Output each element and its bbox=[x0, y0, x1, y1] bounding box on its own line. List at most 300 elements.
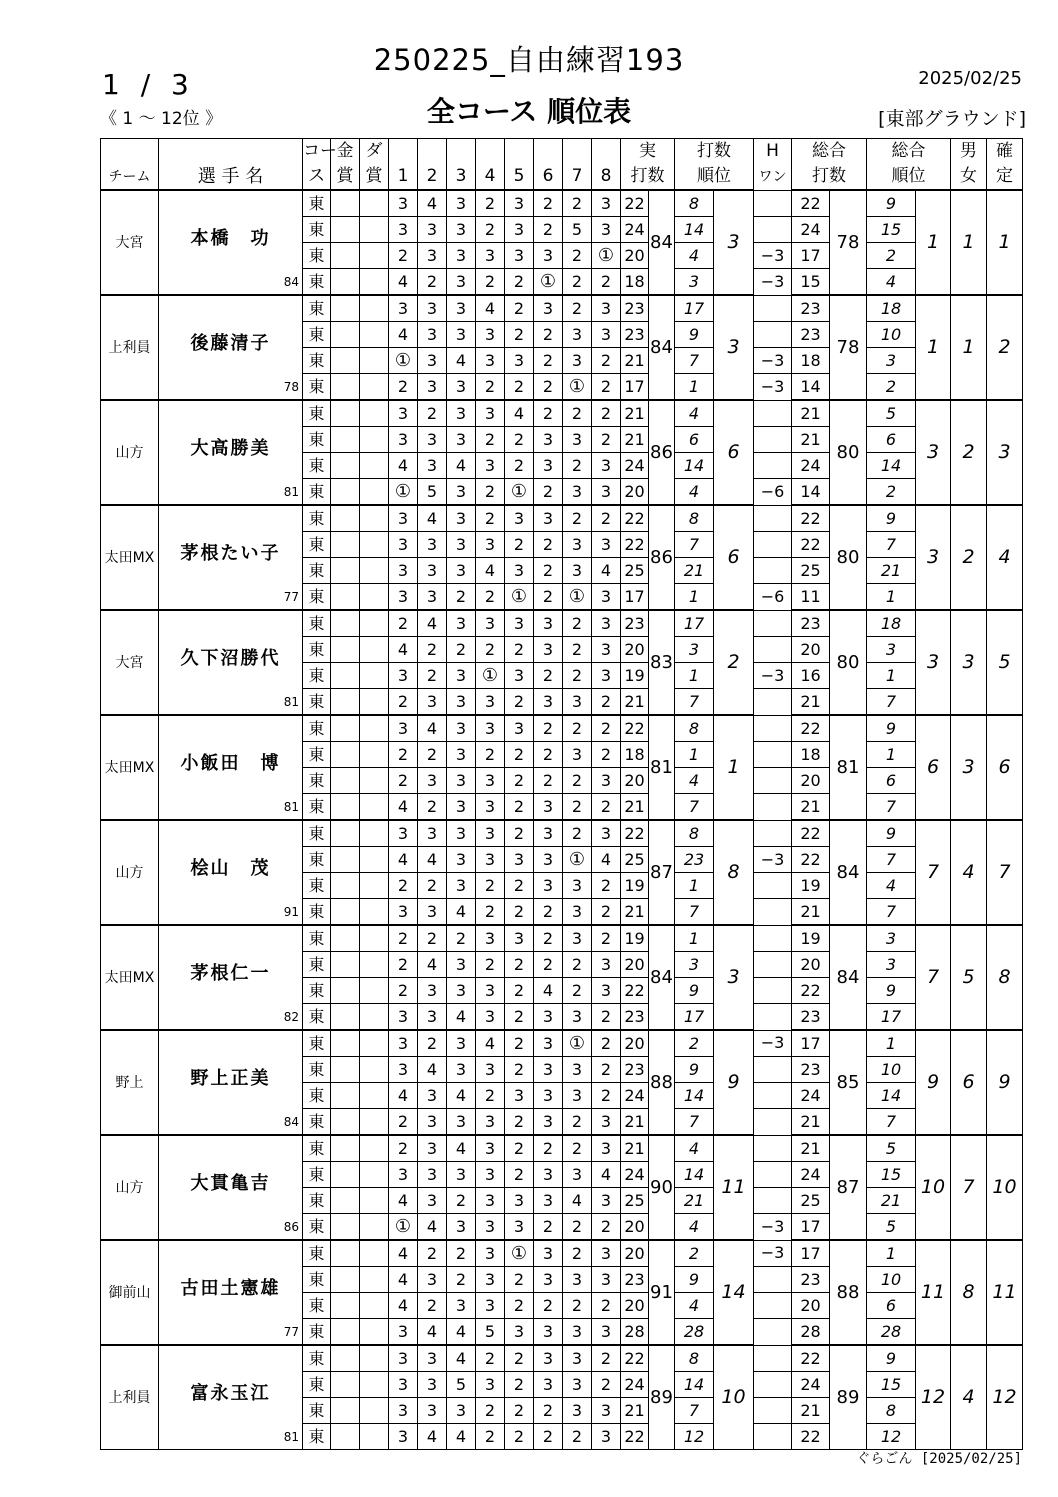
stroke-rank: 3 bbox=[714, 190, 754, 295]
round-total: 25 bbox=[792, 558, 830, 584]
hole-score: 3 bbox=[418, 820, 447, 847]
course-cell: 東 bbox=[303, 663, 331, 689]
hole-score: 2 bbox=[389, 1135, 418, 1162]
hole-score: 2 bbox=[505, 427, 534, 453]
hole-score: 3 bbox=[476, 689, 505, 716]
hole-in-one-bonus: −3 bbox=[754, 374, 792, 401]
hole-score: 3 bbox=[534, 820, 563, 847]
hole-score: 3 bbox=[476, 400, 505, 427]
round-rank: 17 bbox=[675, 295, 714, 322]
course-cell: 東 bbox=[303, 348, 331, 374]
round-score: 21 bbox=[621, 400, 649, 427]
da-prize-cell bbox=[360, 715, 389, 742]
round-total: 17 bbox=[792, 1214, 830, 1241]
da-prize-cell bbox=[360, 1004, 389, 1031]
da-prize-cell bbox=[360, 269, 389, 296]
hole-score: 3 bbox=[476, 1214, 505, 1241]
hole-in-one-bonus bbox=[754, 217, 792, 243]
round-score: 21 bbox=[621, 1135, 649, 1162]
hole-in-one-bonus bbox=[754, 1162, 792, 1188]
round-rank: 17 bbox=[675, 1004, 714, 1031]
gold-prize-cell bbox=[331, 1319, 360, 1346]
hole-score: 3 bbox=[563, 873, 592, 899]
hole-in-one-bonus bbox=[754, 1109, 792, 1136]
hole-score: 2 bbox=[592, 427, 621, 453]
round-total: 21 bbox=[792, 427, 830, 453]
hole-score: 4 bbox=[418, 1214, 447, 1241]
round-score: 20 bbox=[621, 637, 649, 663]
hole-in-one-bonus: −3 bbox=[754, 1214, 792, 1241]
hole-score: ① bbox=[534, 269, 563, 296]
round-total-rank: 8 bbox=[867, 1398, 916, 1424]
gold-prize-cell bbox=[331, 322, 360, 348]
hole-score: 4 bbox=[447, 348, 476, 374]
actual-strokes: 89 bbox=[649, 1345, 675, 1450]
player-age: 84 bbox=[283, 1115, 299, 1129]
player-name bbox=[159, 1135, 303, 1240]
hole-score: ① bbox=[563, 374, 592, 401]
hole-score: ① bbox=[563, 584, 592, 611]
hole-score: 2 bbox=[534, 190, 563, 217]
da-prize-cell bbox=[360, 978, 389, 1004]
overall-rank: 1 bbox=[916, 190, 951, 295]
round-total: 22 bbox=[792, 820, 830, 847]
actual-strokes: 86 bbox=[649, 505, 675, 610]
hole-score: 3 bbox=[389, 899, 418, 926]
round-rank: 4 bbox=[675, 479, 714, 506]
hole-score: 3 bbox=[447, 742, 476, 768]
hole-score: 2 bbox=[534, 663, 563, 689]
team-name: 太田MX bbox=[101, 715, 159, 820]
hole-score: 2 bbox=[505, 742, 534, 768]
hole-score: 3 bbox=[447, 1109, 476, 1136]
player-name-text: 茅根たい子 bbox=[180, 542, 281, 564]
round-rank: 14 bbox=[675, 453, 714, 479]
gold-prize-cell bbox=[331, 269, 360, 296]
hole-score: 3 bbox=[447, 794, 476, 821]
hole-score: ① bbox=[592, 243, 621, 269]
final-rank: 5 bbox=[987, 610, 1023, 715]
course-cell: 東 bbox=[303, 1372, 331, 1398]
gold-prize-cell bbox=[331, 1267, 360, 1293]
gold-prize-cell bbox=[331, 742, 360, 768]
round-total: 22 bbox=[792, 978, 830, 1004]
team-name: 上利員 bbox=[101, 1345, 159, 1450]
round-score: 18 bbox=[621, 269, 649, 296]
hole-score: 2 bbox=[418, 873, 447, 899]
table-row bbox=[101, 505, 1023, 532]
stroke-rank: 1 bbox=[714, 715, 754, 820]
da-prize-cell bbox=[360, 873, 389, 899]
round-total: 23 bbox=[792, 322, 830, 348]
hole-score: 2 bbox=[563, 768, 592, 794]
hole-score: 3 bbox=[505, 1214, 534, 1241]
hole-score: 2 bbox=[476, 479, 505, 506]
hole-score: 3 bbox=[476, 610, 505, 637]
hole-score: 3 bbox=[418, 1372, 447, 1398]
overall-rank: 7 bbox=[916, 925, 951, 1030]
course-cell: 東 bbox=[303, 978, 331, 1004]
hole-score: 2 bbox=[418, 400, 447, 427]
actual-strokes: 84 bbox=[649, 295, 675, 400]
round-total-rank: 3 bbox=[867, 637, 916, 663]
final-rank: 1 bbox=[987, 190, 1023, 295]
hole-score: 4 bbox=[563, 1188, 592, 1214]
round-score: 22 bbox=[621, 190, 649, 217]
round-score: 18 bbox=[621, 742, 649, 768]
hole-score: 2 bbox=[476, 374, 505, 401]
hole-score: 2 bbox=[389, 873, 418, 899]
hole-score: 3 bbox=[505, 558, 534, 584]
round-rank: 1 bbox=[675, 374, 714, 401]
hole-score: 2 bbox=[418, 1293, 447, 1319]
gold-prize-cell bbox=[331, 715, 360, 742]
hole-in-one-bonus bbox=[754, 952, 792, 978]
gold-prize-cell bbox=[331, 1293, 360, 1319]
col-hio-top: H bbox=[754, 139, 792, 165]
round-rank: 9 bbox=[675, 1267, 714, 1293]
da-prize-cell bbox=[360, 610, 389, 637]
player-name bbox=[159, 1030, 303, 1135]
total-strokes: 84 bbox=[830, 925, 867, 1030]
da-prize-cell bbox=[360, 663, 389, 689]
hole-score: 2 bbox=[592, 348, 621, 374]
hole-score: 2 bbox=[505, 952, 534, 978]
hole-score: 3 bbox=[563, 558, 592, 584]
player-age: 82 bbox=[283, 1010, 299, 1024]
hole-score: 2 bbox=[563, 453, 592, 479]
round-rank: 4 bbox=[675, 1293, 714, 1319]
course-cell: 東 bbox=[303, 1293, 331, 1319]
hole-score: 2 bbox=[534, 348, 563, 374]
hole-score: 3 bbox=[563, 1372, 592, 1398]
player-name-text: 野上正美 bbox=[190, 1067, 271, 1089]
hole-score: 2 bbox=[505, 1109, 534, 1136]
hole-score: 2 bbox=[389, 768, 418, 794]
overall-rank: 12 bbox=[916, 1345, 951, 1450]
hole-score: 4 bbox=[534, 978, 563, 1004]
hole-score: 3 bbox=[505, 1319, 534, 1346]
total-strokes: 78 bbox=[830, 190, 867, 295]
total-strokes: 89 bbox=[830, 1345, 867, 1450]
hole-score: 3 bbox=[592, 952, 621, 978]
hole-score: 3 bbox=[476, 243, 505, 269]
hole-in-one-bonus: −3 bbox=[754, 1240, 792, 1267]
final-rank: 10 bbox=[987, 1135, 1023, 1240]
hole-score: 3 bbox=[418, 532, 447, 558]
hole-score: 3 bbox=[447, 689, 476, 716]
player-age: 86 bbox=[283, 1220, 299, 1234]
da-prize-cell bbox=[360, 400, 389, 427]
col-rank-top: 打数 bbox=[675, 139, 754, 165]
hole-score: 3 bbox=[476, 322, 505, 348]
hole-score: 3 bbox=[592, 1240, 621, 1267]
hole-score: 3 bbox=[447, 952, 476, 978]
total-strokes: 87 bbox=[830, 1135, 867, 1240]
round-score: 19 bbox=[621, 873, 649, 899]
round-score: 23 bbox=[621, 322, 649, 348]
da-prize-cell bbox=[360, 1083, 389, 1109]
da-prize-cell bbox=[360, 243, 389, 269]
hole-score: 3 bbox=[534, 1162, 563, 1188]
hole-score: 3 bbox=[476, 1293, 505, 1319]
round-score: 21 bbox=[621, 899, 649, 926]
round-total-rank: 7 bbox=[867, 689, 916, 716]
player-name bbox=[159, 505, 303, 610]
round-rank: 7 bbox=[675, 348, 714, 374]
round-rank: 7 bbox=[675, 1398, 714, 1424]
round-rank: 8 bbox=[675, 1345, 714, 1372]
round-rank: 9 bbox=[675, 978, 714, 1004]
col-hio-bottom: ワン bbox=[754, 164, 792, 190]
hole-in-one-bonus bbox=[754, 899, 792, 926]
hole-score: 2 bbox=[476, 952, 505, 978]
round-total: 28 bbox=[792, 1319, 830, 1346]
hole-score: 2 bbox=[505, 1345, 534, 1372]
course-cell: 東 bbox=[303, 1267, 331, 1293]
hole-score: 2 bbox=[534, 1135, 563, 1162]
round-total: 22 bbox=[792, 1345, 830, 1372]
hole-in-one-bonus bbox=[754, 689, 792, 716]
hole-score: 4 bbox=[389, 453, 418, 479]
round-total-rank: 5 bbox=[867, 1135, 916, 1162]
hole-score: 2 bbox=[534, 768, 563, 794]
hole-score: 3 bbox=[389, 663, 418, 689]
hole-score: 2 bbox=[476, 899, 505, 926]
table-row bbox=[101, 1345, 1023, 1372]
hole-score: 2 bbox=[563, 1240, 592, 1267]
hole-in-one-bonus: −3 bbox=[754, 663, 792, 689]
player-age: 78 bbox=[283, 380, 299, 394]
hole-score: 3 bbox=[418, 1188, 447, 1214]
col-hole-6: 6 bbox=[534, 164, 563, 190]
round-rank: 4 bbox=[675, 400, 714, 427]
hole-in-one-bonus: −3 bbox=[754, 1030, 792, 1057]
round-total-rank: 6 bbox=[867, 768, 916, 794]
round-total-rank: 1 bbox=[867, 1240, 916, 1267]
round-total: 22 bbox=[792, 505, 830, 532]
da-prize-cell bbox=[360, 1424, 389, 1450]
da-prize-cell bbox=[360, 768, 389, 794]
round-score: 22 bbox=[621, 505, 649, 532]
col-gold-bottom: 賞 bbox=[331, 164, 360, 190]
hole-score: 3 bbox=[505, 715, 534, 742]
round-total-rank: 18 bbox=[867, 610, 916, 637]
da-prize-cell bbox=[360, 190, 389, 217]
hole-score: 2 bbox=[534, 322, 563, 348]
course-cell: 東 bbox=[303, 505, 331, 532]
round-score: 19 bbox=[621, 925, 649, 952]
da-prize-cell bbox=[360, 820, 389, 847]
round-rank: 8 bbox=[675, 715, 714, 742]
da-prize-cell bbox=[360, 1162, 389, 1188]
course-cell: 東 bbox=[303, 637, 331, 663]
da-prize-cell bbox=[360, 374, 389, 401]
course-cell: 東 bbox=[303, 1214, 331, 1241]
hole-score: 3 bbox=[534, 1188, 563, 1214]
course-cell: 東 bbox=[303, 453, 331, 479]
hole-score: 2 bbox=[476, 742, 505, 768]
hole-score: 2 bbox=[592, 1372, 621, 1398]
hole-score: 4 bbox=[418, 190, 447, 217]
hole-score: 2 bbox=[389, 1109, 418, 1136]
hole-in-one-bonus: −6 bbox=[754, 584, 792, 611]
da-prize-cell bbox=[360, 1135, 389, 1162]
hole-score: 3 bbox=[418, 1345, 447, 1372]
hole-score: 2 bbox=[563, 243, 592, 269]
da-prize-cell bbox=[360, 348, 389, 374]
hole-score: 3 bbox=[592, 610, 621, 637]
final-rank: 6 bbox=[987, 715, 1023, 820]
round-total-rank: 5 bbox=[867, 400, 916, 427]
hole-score: 2 bbox=[534, 1424, 563, 1450]
player-name bbox=[159, 295, 303, 400]
da-prize-cell bbox=[360, 1240, 389, 1267]
course-cell: 東 bbox=[303, 532, 331, 558]
round-total: 24 bbox=[792, 453, 830, 479]
hole-score: 2 bbox=[476, 190, 505, 217]
round-total: 19 bbox=[792, 925, 830, 952]
hole-score: 2 bbox=[563, 1135, 592, 1162]
gold-prize-cell bbox=[331, 978, 360, 1004]
player-age: 81 bbox=[283, 485, 299, 499]
hole-score: 3 bbox=[534, 1057, 563, 1083]
round-rank: 14 bbox=[675, 1372, 714, 1398]
round-total-rank: 10 bbox=[867, 322, 916, 348]
actual-strokes: 88 bbox=[649, 1030, 675, 1135]
da-prize-cell bbox=[360, 1188, 389, 1214]
hole-score: 3 bbox=[592, 479, 621, 506]
col-hole-5: 5 bbox=[505, 164, 534, 190]
hole-score: 3 bbox=[447, 295, 476, 322]
hole-score: 2 bbox=[592, 715, 621, 742]
hole-in-one-bonus bbox=[754, 453, 792, 479]
hole-score: 3 bbox=[447, 1057, 476, 1083]
col-hole-2: 2 bbox=[418, 164, 447, 190]
hole-score: 3 bbox=[389, 1162, 418, 1188]
hole-in-one-bonus: −3 bbox=[754, 348, 792, 374]
hole-score: 2 bbox=[476, 1345, 505, 1372]
hole-score: 4 bbox=[592, 558, 621, 584]
round-total-rank: 2 bbox=[867, 479, 916, 506]
hole-score: 3 bbox=[592, 322, 621, 348]
hole-in-one-bonus bbox=[754, 1398, 792, 1424]
stroke-rank: 2 bbox=[714, 610, 754, 715]
course-cell: 東 bbox=[303, 847, 331, 873]
hole-score: 3 bbox=[592, 532, 621, 558]
round-total: 20 bbox=[792, 1293, 830, 1319]
course-cell: 東 bbox=[303, 400, 331, 427]
actual-strokes: 86 bbox=[649, 400, 675, 505]
hole-score: 3 bbox=[592, 978, 621, 1004]
hole-score: 3 bbox=[418, 374, 447, 401]
hole-score: 2 bbox=[505, 820, 534, 847]
round-score: 25 bbox=[621, 558, 649, 584]
hole-score: 2 bbox=[592, 873, 621, 899]
hole-score: 2 bbox=[534, 532, 563, 558]
hole-score: 4 bbox=[447, 899, 476, 926]
hole-score: 3 bbox=[476, 1162, 505, 1188]
hole-score: 2 bbox=[476, 1424, 505, 1450]
round-total-rank: 6 bbox=[867, 1293, 916, 1319]
hole-score: 5 bbox=[418, 479, 447, 506]
hole-score: 2 bbox=[418, 742, 447, 768]
round-score: 24 bbox=[621, 1162, 649, 1188]
hole-score: 2 bbox=[534, 374, 563, 401]
round-total-rank: 6 bbox=[867, 427, 916, 453]
round-total-rank: 9 bbox=[867, 190, 916, 217]
hole-in-one-bonus bbox=[754, 873, 792, 899]
hole-score: 4 bbox=[418, 847, 447, 873]
hole-score: 2 bbox=[563, 1424, 592, 1450]
round-rank: 6 bbox=[675, 427, 714, 453]
hole-score: 2 bbox=[389, 689, 418, 716]
overall-rank: 11 bbox=[916, 1240, 951, 1345]
course-cell: 東 bbox=[303, 899, 331, 926]
hole-score: 2 bbox=[505, 295, 534, 322]
hole-score: 3 bbox=[534, 243, 563, 269]
gender-rank: 6 bbox=[951, 1030, 987, 1135]
round-rank: 3 bbox=[675, 637, 714, 663]
round-rank: 2 bbox=[675, 1240, 714, 1267]
hole-score: 3 bbox=[418, 1083, 447, 1109]
round-total: 19 bbox=[792, 873, 830, 899]
round-score: 23 bbox=[621, 1267, 649, 1293]
total-strokes: 88 bbox=[830, 1240, 867, 1345]
col-rank-bottom: 順位 bbox=[675, 164, 754, 190]
hole-score: 3 bbox=[418, 1135, 447, 1162]
player-name bbox=[159, 1345, 303, 1450]
round-rank: 8 bbox=[675, 820, 714, 847]
hole-score: 2 bbox=[447, 1240, 476, 1267]
gold-prize-cell bbox=[331, 610, 360, 637]
hole-score: 2 bbox=[389, 952, 418, 978]
round-score: 23 bbox=[621, 295, 649, 322]
hole-score: 3 bbox=[447, 663, 476, 689]
hole-score: 3 bbox=[592, 820, 621, 847]
hole-score: 3 bbox=[505, 348, 534, 374]
round-rank: 3 bbox=[675, 269, 714, 296]
hole-score: 3 bbox=[534, 873, 563, 899]
hole-score: 2 bbox=[534, 742, 563, 768]
course-cell: 東 bbox=[303, 1030, 331, 1057]
hole-score: 3 bbox=[505, 847, 534, 873]
report-date: 2025/02/25 bbox=[918, 68, 1022, 89]
hole-in-one-bonus bbox=[754, 400, 792, 427]
round-score: 20 bbox=[621, 479, 649, 506]
round-score: 20 bbox=[621, 1030, 649, 1057]
player-age: 91 bbox=[283, 905, 299, 919]
hole-score: 2 bbox=[505, 873, 534, 899]
col-gender-bottom: 女 bbox=[951, 164, 987, 190]
stroke-rank: 10 bbox=[714, 1345, 754, 1450]
hole-score: 2 bbox=[592, 1293, 621, 1319]
gold-prize-cell bbox=[331, 427, 360, 453]
rank-range: 《 1 〜 12位 》 bbox=[100, 109, 223, 129]
player-name-text: 大高勝美 bbox=[190, 437, 271, 459]
round-score: 23 bbox=[621, 610, 649, 637]
final-rank: 4 bbox=[987, 505, 1023, 610]
hole-score: 2 bbox=[418, 925, 447, 952]
hole-score: 2 bbox=[592, 1345, 621, 1372]
round-total: 25 bbox=[792, 1188, 830, 1214]
ranking-body bbox=[101, 190, 1023, 1450]
round-score: 20 bbox=[621, 768, 649, 794]
hole-score: 4 bbox=[418, 610, 447, 637]
hole-score: 3 bbox=[389, 1319, 418, 1346]
player-age: 77 bbox=[283, 590, 299, 604]
hole-in-one-bonus bbox=[754, 925, 792, 952]
